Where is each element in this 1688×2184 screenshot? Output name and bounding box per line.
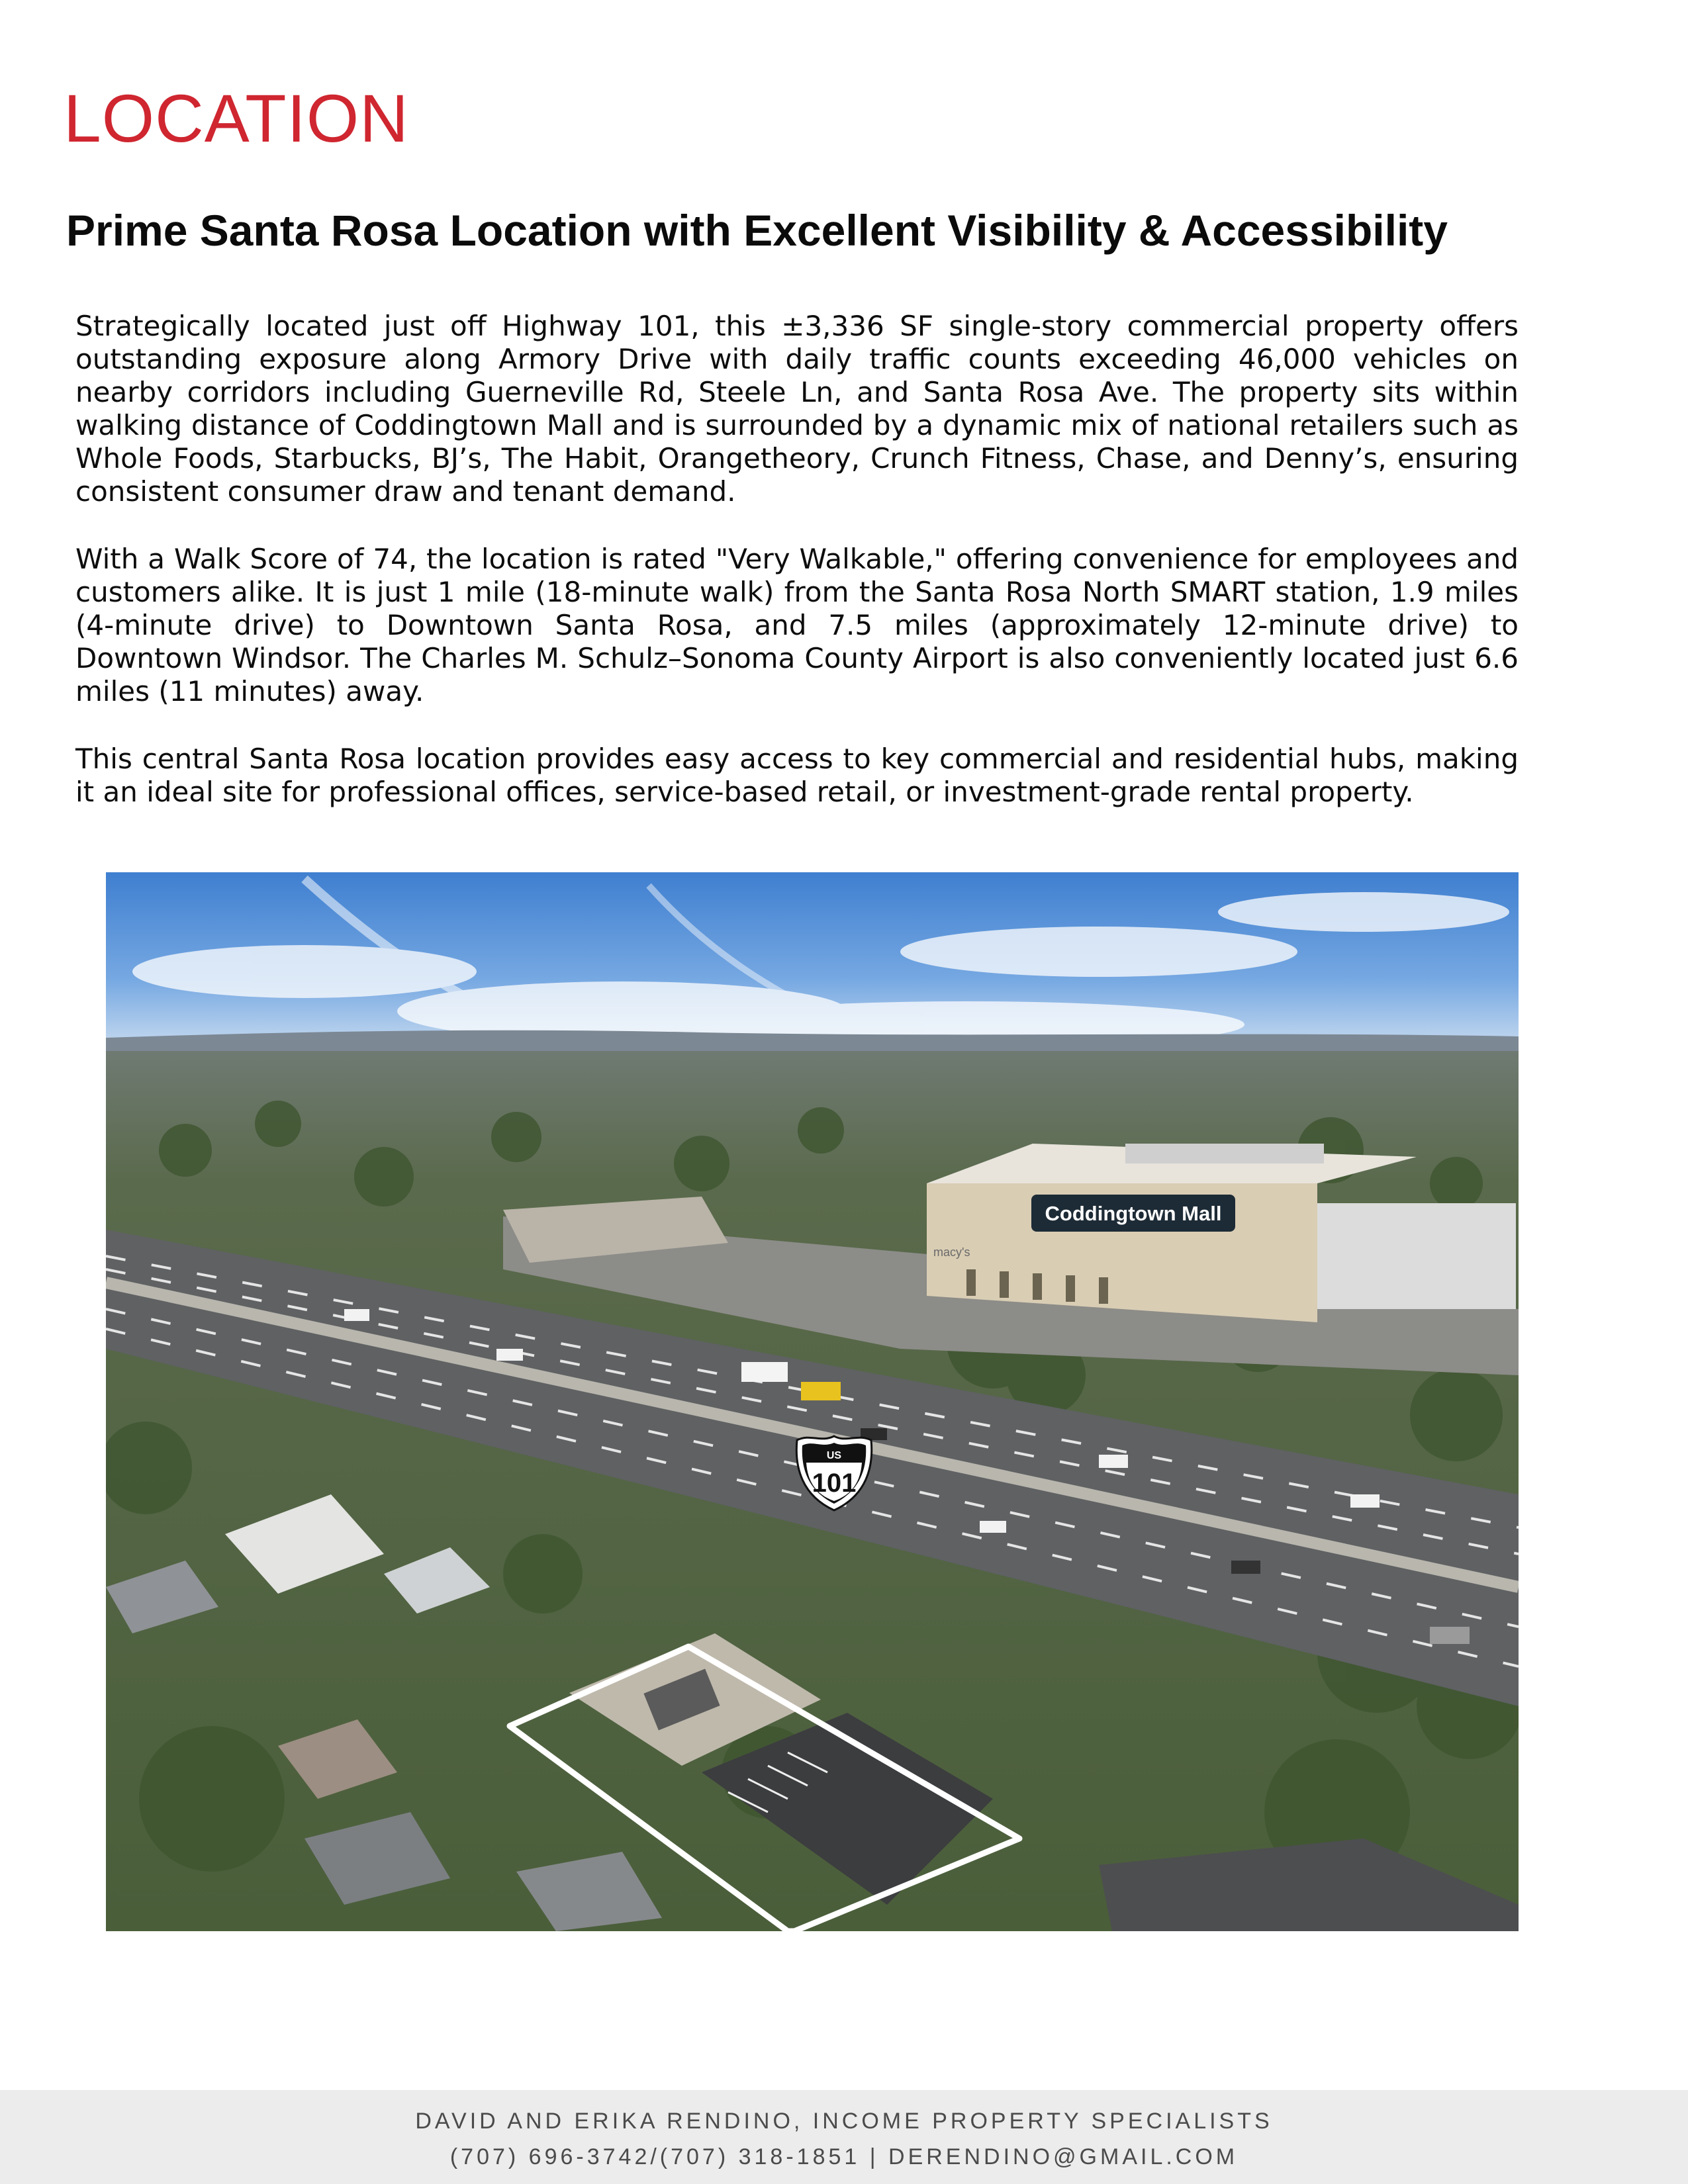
section-title: LOCATION <box>64 81 409 156</box>
paragraph-walkability: With a Walk Score of 74, the location is rated "Very Walkable," offering convenience for employees and customers alike. It is just 1 mile (18-minute walk) from the Santa Rosa North SMART station, 1.9 miles (4-minute drive) to Downtown Santa Rosa, and 7.5 miles (approximately 12-minute drive) to Downtown Windsor. The Charles M. Schulz–Sonoma County Airport is also conveniently located just 6.6 miles (11 minutes) away. <box>75 543 1519 707</box>
paragraph-overview: Strategically located just off Highway 101, this ±3,336 SF single-story commercial property offers outstanding exposure along Armory Drive with daily traffic counts exceeding 46,000 vehicles on nearby corridors including Guerneville Rd, Steele Ln, and Santa Rosa Ave. The property sits within walking distance of Coddingtown Mall and is surrounded by a dynamic mix of national retailers such as Whole Foods, Starbucks, BJ’s, The Habit, Orangetheory, Crunch Fitness, Chase, and Denny’s, ensuring consistent consumer draw and tenant demand. <box>75 310 1519 508</box>
mall-label <box>1031 1195 1235 1232</box>
shield-us: US <box>826 1450 842 1461</box>
aerial-photo <box>106 872 1519 1931</box>
body-text <box>75 310 1519 843</box>
page-headline: Prime Santa Rosa Location with Excellent Visibility & Accessibility <box>66 206 1448 255</box>
store-sign: macy's <box>933 1246 970 1259</box>
footer-agents: DAVID AND ERIKA RENDINO, INCOME PROPERTY SPECIALISTS <box>415 2109 1273 2134</box>
footer <box>0 2090 1688 2184</box>
footer-contact: (707) 696-3742/(707) 318-1851 | DERENDINO@GMAIL.COM <box>449 2144 1239 2169</box>
shield-number: 101 <box>812 1469 857 1498</box>
mall-label-text: Coddingtown Mall <box>1045 1202 1222 1225</box>
paragraph-summary: This central Santa Rosa location provides easy access to key commercial and residential hubs, making it an ideal site for professional offices, service-based retail, or investment-grade rental property. <box>75 743 1519 808</box>
